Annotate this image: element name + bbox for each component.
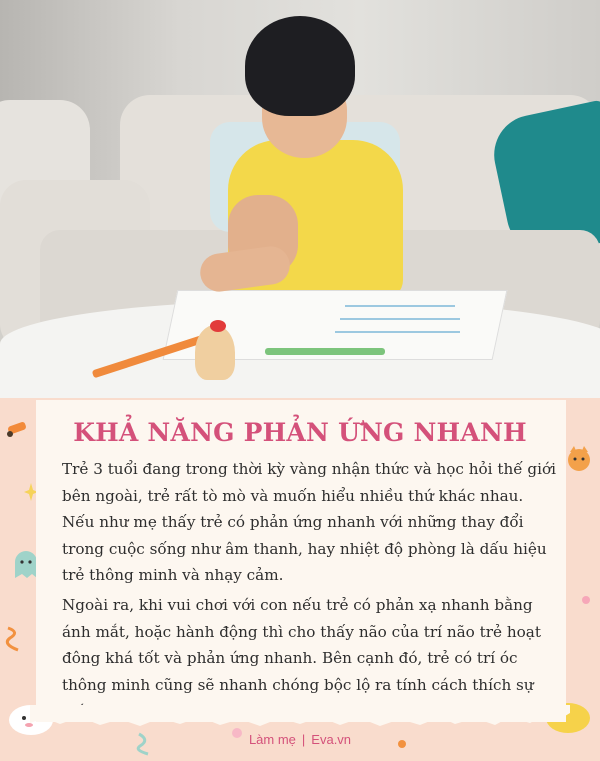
photo-book-line (335, 331, 460, 333)
footer-section-label: Làm mẹ (248, 732, 296, 747)
footer-site-label: Eva.vn (311, 732, 352, 747)
sparkle-icon (576, 590, 596, 610)
photo-toy-comb (210, 320, 226, 332)
footer-credit (0, 732, 600, 747)
footer-separator: | (301, 732, 306, 747)
photo-book-line (340, 318, 460, 320)
section-title: KHẢ NĂNG PHẢN ỨNG NHANH (73, 418, 527, 447)
squiggle-icon (4, 626, 24, 652)
cat-face-icon (564, 444, 594, 474)
photo-toy-chicken (195, 325, 235, 380)
body-paragraph: Trẻ 3 tuổi đang trong thời kỳ vàng nhận thức và học hỏi thế giới bên ngoài, trẻ rất tò mò và muốn hiểu nhiều thứ khác nhau. Nếu như mẹ thấy trẻ có phản ứng nhanh với những thay đổi trong cuộc sống như âm thanh, hay nhiệt độ phòng là dấu hiệu trẻ thông minh và nhạy cảm. (62, 460, 556, 584)
photo-pencil (265, 348, 385, 355)
body-paragraph: Ngoài ra, khi vui chơi với con nếu trẻ có phản xạ nhanh bằng ánh mắt, hoặc hành động thì cho thấy não của trí não trẻ hoạt đông khá tốt và phản ứng nhanh. Bên cạnh đó, trẻ có trí óc thông minh cũng sẽ nhanh chóng bộc lộ ra tính cách thích sự (62, 596, 541, 694)
photo-child-hair (245, 16, 355, 116)
photo-book-line (345, 305, 455, 307)
torn-paper-edge (0, 705, 600, 731)
